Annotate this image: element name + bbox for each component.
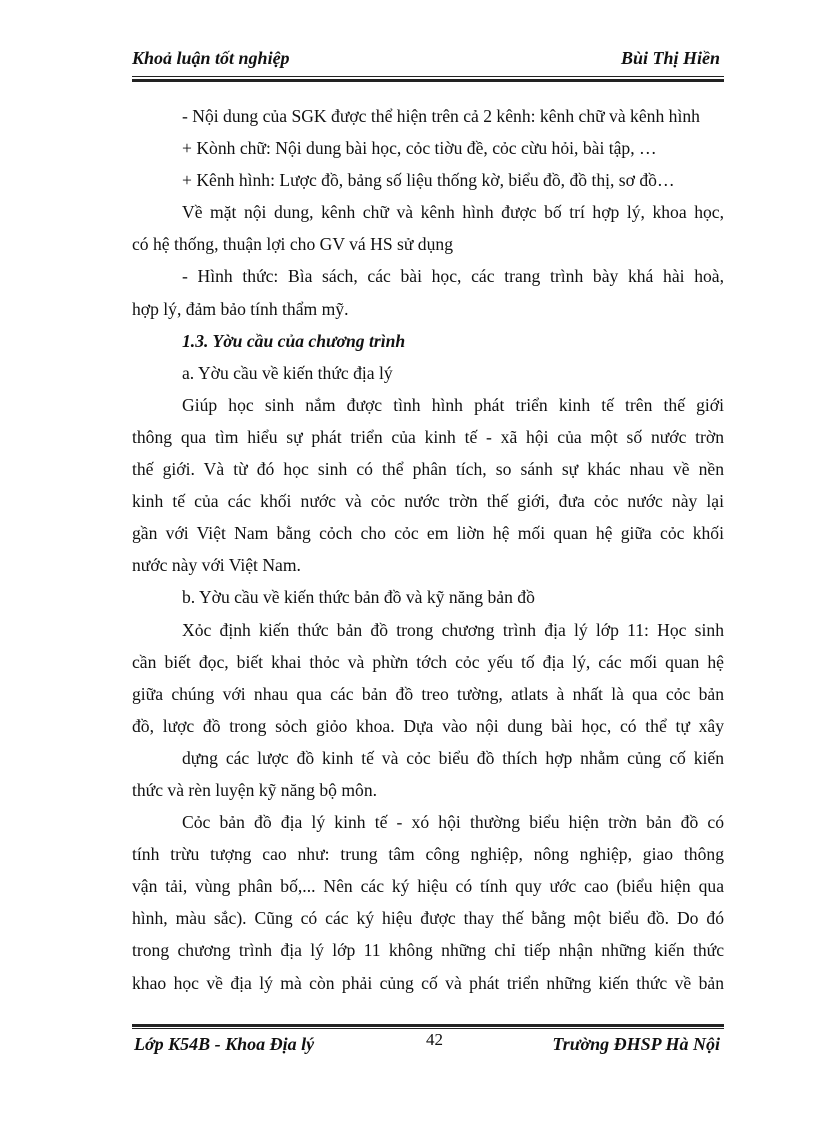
body-line: Xỏc định kiến thức bản đồ trong chương trình địa lý lớp 11: Học sinh (182, 619, 724, 640)
body-line: vận tải, vùng phân bố,... Nên các ký hiệu có tính quy ước cao (biểu hiện qua (132, 876, 724, 897)
body-line: thế giới. Và từ đó học sinh có thể phân tích, so sánh sự khác nhau về nền (132, 459, 724, 480)
header-author: Bùi Thị Hiền (620, 48, 720, 68)
body-line: kinh tế của các khối nước và cỏc nước trờn thế giới, đưa cỏc nước này lại (132, 491, 724, 512)
body-line: Về mặt nội dung, kênh chữ và kênh hình được bố trí hợp lý, khoa học, (182, 202, 724, 223)
body-line: hình, màu sắc). Cũng có các ký hiệu được thay thế bằng một biểu đồ. Do đó (132, 908, 724, 929)
page-footer (132, 1030, 720, 1060)
body-line: có hệ thống, thuận lợi cho GV vá HS sử dụng (132, 234, 453, 255)
subsection-heading: a. Yờu cầu về kiến thức địa lý (182, 362, 393, 383)
footer-rule-thick (132, 1024, 724, 1027)
subsection-heading: b. Yờu cầu về kiến thức bản đồ và kỹ năng bản đồ (182, 587, 535, 608)
footer-rule-thin (132, 1028, 724, 1029)
footer-school: Trường ĐHSP Hà Nội (552, 1034, 720, 1054)
body-line: gần với Việt Nam bằng cỏch cho cỏc em liờn hệ mối quan hệ giữa cỏc khối (132, 523, 724, 544)
body-line: thức và rèn luyện kỹ năng bộ môn. (132, 779, 378, 800)
page-header (132, 48, 720, 74)
header-rule-thick (132, 79, 724, 82)
page-number: 42 (426, 1030, 443, 1049)
header-title: Khoả luận tốt nghiệp (132, 48, 290, 68)
body-line: - Hình thức: Bìa sách, các bài học, các trang trình bày khá hài hoà, (182, 266, 724, 287)
footer-class: Lớp K54B - Khoa Địa lý (134, 1034, 315, 1054)
body-line: cần biết đọc, biết khai thỏc và phừn tớch cỏc yếu tố địa lý, các mối quan hệ (132, 651, 724, 672)
body-line: đồ, lược đồ trong sỏch giỏo khoa. Dựa vào nội dung bài học, có thể tự xây (132, 715, 724, 736)
body-line: giữa chúng với nhau qua các bản đồ treo tường, atlats à nhất là qua cỏc bản (132, 683, 724, 704)
body-line: thông qua tìm hiểu sự phát triển của kinh tế - xã hội của một số nước trờn (132, 426, 724, 447)
body-line: trong chương trình địa lý lớp 11 không những chỉ tiếp nhận những kiến thức (132, 940, 724, 961)
body-line: khao học về địa lý mà còn phải củng cố và phát triển những kiến thức về bản (132, 972, 724, 993)
body-line: nước này với Việt Nam. (132, 555, 301, 576)
body-line: - Nội dung của SGK được thể hiện trên cả 2 kênh: kênh chữ và kênh hình (182, 106, 700, 126)
body-line: + Kònh chữ: Nội dung bài học, cỏc tiờu đề, cỏc cừu hỏi, bài tập, … (182, 138, 657, 159)
section-heading: 1.3. Yờu cầu của chương trình (182, 330, 406, 351)
document-body (132, 100, 724, 999)
body-line: dựng các lược đồ kinh tế và cỏc biểu đồ thích hợp nhằm củng cố kiến (182, 747, 724, 768)
body-line: Giúp học sinh nắm được tình hình phát triển kinh tế trên thế giới (182, 394, 724, 415)
body-line: Cỏc bản đồ địa lý kinh tế - xó hội thường biểu hiện trờn bản đồ có (182, 812, 724, 833)
header-rule-thin (132, 76, 724, 77)
body-line: tính trừu tượng cao như: trung tâm công nghiệp, nông nghiệp, giao thông (132, 844, 724, 865)
body-line: + Kênh hình: Lược đồ, bảng số liệu thống kờ, biểu đồ, đồ thị, sơ đồ… (182, 170, 675, 191)
body-line: hợp lý, đảm bảo tính thẩm mỹ. (132, 298, 349, 319)
